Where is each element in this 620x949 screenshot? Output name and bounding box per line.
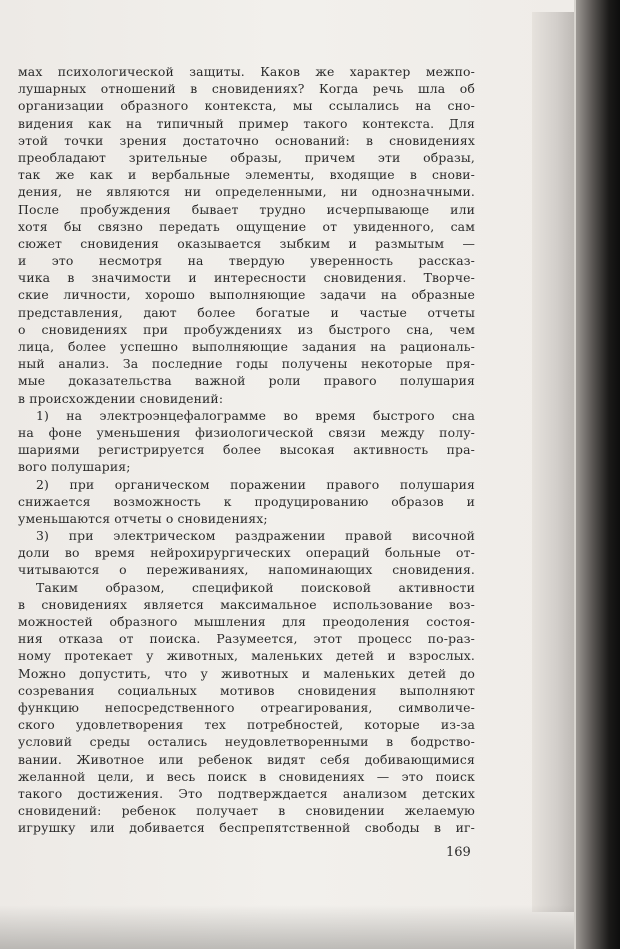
text-line: сюжет сновидения оказывается зыбким и размытым — [18,235,475,251]
text-line: ского удовлетворения тех потребностей, которые из-за [18,717,475,733]
text-line: игрушку или добивается беспрепятственной свободы в иг- [18,820,475,836]
text-line: лица, более успешно выполняющие задания на рациональ- [18,339,475,354]
text-line: желанной цели, и весь поиск в сновидениях — это поиск [18,768,475,784]
text-line: ный анализ. За последние годы получены некоторые пря- [18,356,475,372]
text-line: чика в значимости и интересности сновидения. Творче- [18,270,475,286]
text-line: видения как на типичный пример такого контекста. Для [18,115,475,131]
text-line: в происхождении сновидений: [18,390,224,406]
text-line: ские личности, хорошо выполняющие задачи на образные [18,287,475,303]
text-line: организации образного контекста, мы ссылались на сно- [18,98,475,114]
text-line: уменьшаются отчеты о сновидениях; [18,510,268,526]
text-line: ния отказа от поиска. Разумеется, этот процесс по-раз- [18,631,475,647]
text-line: преобладают зрительные образы, причем эти образы, [18,149,475,165]
text-line: доли во время нейрохирургических операций больные от- [18,545,475,561]
body-text [18,63,475,836]
text-line: вании. Животное или ребенок видят себя добивающимися [18,751,475,767]
text-line: созревания социальных мотивов сновидения выполняют [18,682,475,698]
text-line: мые доказательства важной роли правого полушария [18,373,475,389]
text-line: 3) при электрическом раздражении правой височной [36,528,475,544]
text-line: снижается возможность к продуцированию образов и [18,493,475,509]
text-line: После пробуждения бывает трудно исчерпывающе или [18,201,475,217]
text-line: такого достижения. Это подтверждается анализом детских [18,785,475,801]
text-line: хотя бы связно передать ощущение от увиденного, сам [18,218,475,234]
text-line: можностей образного мышления для преодоления состоя- [18,614,475,629]
text-line: сновидений: ребенок получает в сновидении желаемую [18,803,475,819]
text-line: условий среды остались неудовлетворенными в бодрство- [18,734,475,750]
text-line: ному протекает у животных, маленьких детей и взрослых. [18,648,475,664]
text-line: шариями регистрируется более высокая активность пра- [18,442,475,458]
text-line: Таким образом, спецификой поисковой активности [36,579,475,595]
text-line: представления, дают более богатые и частые отчеты [18,304,475,320]
text-line: читываются о переживаниях, напоминающих сновидения. [18,562,475,578]
text-line: 2) при органическом поражении правого полушария [36,476,475,492]
page-bottom-shadow [0,905,574,949]
text-line: мах психологической защиты. Каков же характер межпо- [18,64,475,79]
text-line: дения, не являются ни определенными, ни однозначными. [18,184,475,200]
text-line: так же как и вербальные элементы, входящие в снови- [18,167,475,183]
text-line: функцию непосредственного отреагирования, символиче- [18,699,475,715]
text-line: о сновидениях при пробуждениях из быстрого сна, чем [18,321,475,337]
text-line: Можно допустить, что у животных и маленьких детей до [18,665,475,681]
page-edge-stack [532,12,574,912]
text-line: лушарных отношений в сновидениях? Когда речь шла об [18,81,475,97]
text-line: и это несмотря на твердую уверенность рассказ- [18,253,475,269]
text-line: этой точки зрения достаточно оснований: в сновидениях [18,132,475,148]
text-line: вого полушария; [18,459,131,475]
text-line: в сновидениях является максимальное использование воз- [18,596,475,612]
text-line: на фоне уменьшения физиологической связи между полу- [18,424,475,440]
text-line: 1) на электроэнцефалограмме во время быстрого сна [36,407,475,423]
page-number: 169 [446,845,471,860]
book-spine [576,0,620,949]
